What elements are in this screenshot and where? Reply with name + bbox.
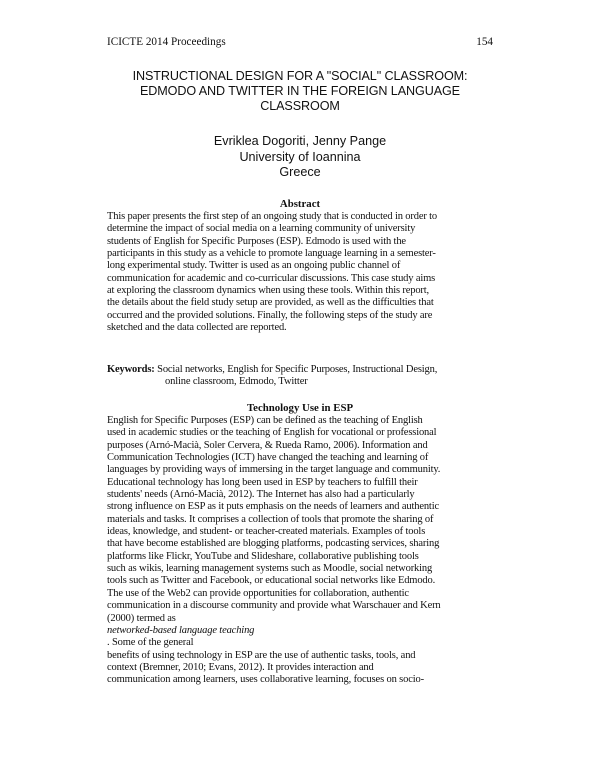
title-line: INSTRUCTIONAL DESIGN FOR A "SOCIAL" CLASSROOM: [132,69,468,83]
body-line: used in academic studies or the teaching of English for vocational or professional [107,427,437,439]
abstract-heading: Abstract [279,198,321,210]
proceedings-name: ICICTE 2014 Proceedings [107,36,226,48]
body-line: materials and tasks. It comprises a collection of tools that promote the sharing of [107,513,434,525]
section-body [107,415,497,687]
body-text: . Some of the general [107,637,194,649]
body-line: languages by providing ways of immersing in the target language and community. [107,464,441,476]
author-block [80,134,520,181]
author-country: Greece [279,165,321,179]
author-affiliation: University of Ioannina [239,149,361,164]
abstract-line: participants in this study as a vehicle to promote language learning in a semester- [107,248,436,260]
abstract-line: the details about the field study setup are provided, as well as the difficulties that [107,297,434,309]
body-line: students' needs (Arnó-Macià, 2012). The Internet has also had a particularly [107,489,415,501]
body-line: ideas, knowledge, and student- or teacher-created materials. Examples of tools [107,526,426,538]
abstract-body [107,211,497,334]
body-line: that have become established are blogging platforms, podcasting services, sharing [107,538,440,550]
body-line: communication among learners, uses collaborative learning, focuses on socio- [107,674,424,686]
abstract-line: students of English for Specific Purposes (ESP). Edmodo is used with the [107,235,406,247]
abstract-line: long experimental study. Twitter is used as an ongoing public channel of [107,260,401,272]
abstract-line: at exploring the classroom dynamics when using these tools. Within this report, [107,285,430,297]
abstract-line: sketched and the data collected are reported. [107,322,287,334]
body-line: The use of the Web2 can provide opportunities for collaboration, authentic [107,587,409,599]
body-line: English for Specific Purposes (ESP) can be defined as the teaching of English [107,415,423,426]
body-line: benefits of using technology in ESP are the use of authentic tasks, tools, and [107,649,416,661]
keywords-label: Keywords: [107,364,155,375]
keywords-continuation: online classroom, Edmodo, Twitter [165,376,308,388]
body-line: tools such as Twitter and Facebook, or educational social networks like Edmodo. [107,575,436,587]
paper-title [80,69,520,114]
body-line: such as wikis, learning management systems such as Moodle, social networking [107,563,433,575]
abstract-line: determine the impact of social media on a learning community of university [107,223,416,235]
abstract-line: occurred and the provided solutions. Finally, the following steps of the study are [107,309,433,321]
keywords-line [107,364,497,376]
section-heading: Technology Use in ESP [246,402,354,414]
body-line: purposes (Arnó-Macià, Soler Cervera, & Rueda Ramo, 2006). Information and [107,439,428,451]
page-number: 154 [476,36,493,48]
italic-term: networked-based language teaching [107,624,255,636]
body-text: (2000) termed as [107,612,176,624]
keywords-block [107,364,497,389]
body-line-with-italic [107,613,497,650]
abstract-line: communication for academic and co-curricular discussions. This case study aims [107,272,436,284]
body-line: communication in a discourse community and provide what Warschauer and Kern [107,600,441,612]
body-line: Educational technology has long been used in ESP by teachers to fulfill their [107,476,418,488]
keywords-text: Social networks, English for Specific Purposes, Instructional Design, [154,364,438,375]
body-line: Communication Technologies (ICT) have changed the teaching and learning of [107,452,429,464]
title-line: CLASSROOM [260,99,340,113]
abstract-line: This paper presents the first step of an ongoing study that is conducted in order to [107,211,438,222]
body-line: context (Bremner, 2010; Evans, 2012). It provides interaction and [107,661,374,673]
running-header [107,36,493,49]
body-line: platforms like Flickr, YouTube and Slideshare, collaborative publishing tools [107,550,419,562]
author-names: Evriklea Dogoriti, Jenny Pange [213,134,387,148]
title-line: EDMODO AND TWITTER IN THE FOREIGN LANGUAGE [139,84,460,98]
body-line: strong influence on ESP as it puts emphasis on the needs of learners and authentic [107,501,439,513]
